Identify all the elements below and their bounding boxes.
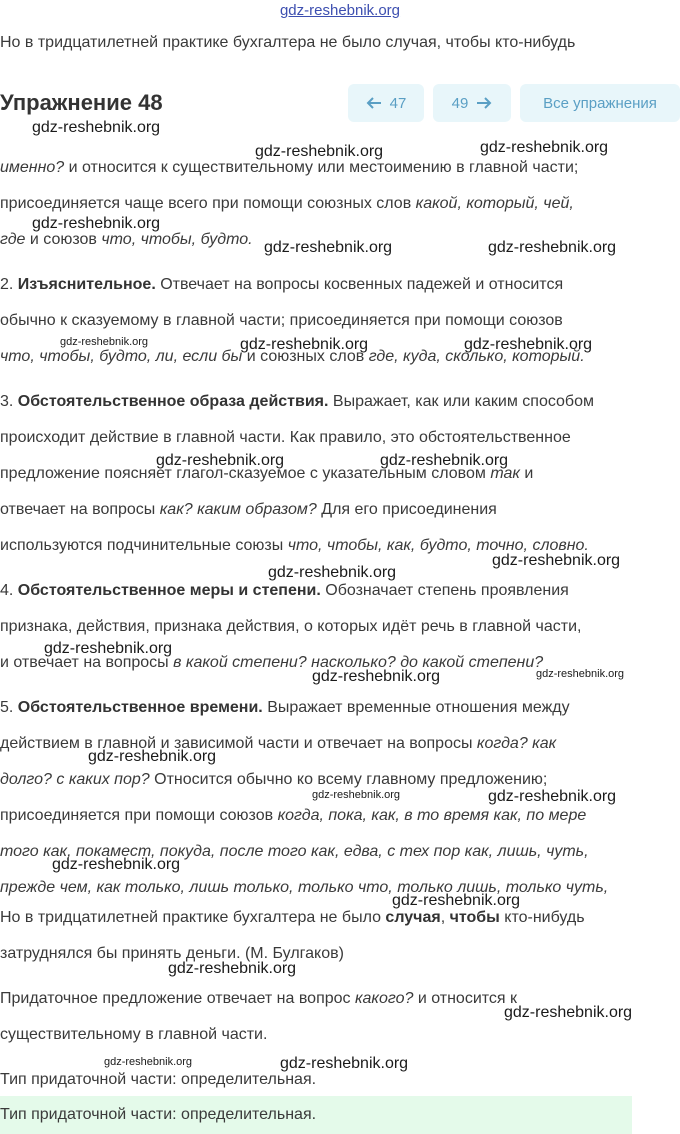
text-line: предложение поясняет глагол-сказуемое с указательным словом так и [0, 465, 534, 482]
top-line: Но в тридцатилетней практике бухгалтера не было случая, чтобы кто-нибудь [0, 34, 576, 51]
watermark: gdz-reshebnik.org [312, 668, 441, 685]
watermark: gdz-reshebnik.org [488, 239, 617, 256]
watermark: gdz-reshebnik.org [52, 856, 181, 873]
text-line: присоединяется при помощи союзов когда, пока, как, в то время как, по мере [0, 807, 587, 824]
text-line: признака, действия, признака действия, о которых идёт речь в главной части, [0, 618, 582, 635]
text-line: что, чтобы, будто, ли, если бы и союзных слов где, куда, сколько, который. [0, 348, 585, 365]
watermark: gdz-reshebnik.org [88, 748, 217, 765]
watermark: gdz-reshebnik.org [536, 668, 625, 680]
text-line: 4. Обстоятельственное меры и степени. Обозначает степень проявления [0, 582, 569, 599]
text-line: и отвечает на вопросы в какой степени? насколько? до какой степени? [0, 654, 544, 671]
text-line: 2. Изъяснительное. Отвечает на вопросы косвенных падежей и относится [0, 276, 564, 293]
text-line: отвечает на вопросы как? каким образом? Для его присоединения [0, 501, 497, 518]
text-line: долго? с каких пор? Относится обычно ко всему главному предложению; [0, 771, 548, 788]
text-line: затруднялся бы принять деньги. (М. Булгаков) [0, 945, 344, 962]
text-line: существительному в главной части. [0, 1026, 268, 1043]
watermark: gdz-reshebnik.org [492, 552, 621, 569]
watermark: gdz-reshebnik.org [44, 640, 173, 657]
all-exercises-button[interactable] [520, 84, 680, 122]
text-line: Но в тридцатилетней практике бухгалтера не было случая, чтобы кто-нибудь [0, 909, 585, 926]
arrow-right-icon [476, 97, 492, 109]
text-line: прежде чем, как только, лишь только, только что, только лишь, только чуть, [0, 879, 609, 896]
arrow-left-icon [366, 97, 382, 109]
all-exercises-label: Все упражнения [543, 94, 657, 112]
watermark: gdz-reshebnik.org [380, 452, 509, 469]
watermark: gdz-reshebnik.org [240, 336, 369, 353]
watermark: gdz-reshebnik.org [104, 1056, 193, 1068]
text-line: того как, покамест, покуда, после того как, едва, с тех пор как, лишь, чуть, [0, 843, 589, 860]
watermark: gdz-reshebnik.org [312, 789, 401, 801]
watermark: gdz-reshebnik.org [32, 119, 161, 136]
watermark: gdz-reshebnik.org [480, 139, 609, 156]
text-line: происходит действие в главной части. Как правило, это обстоятельственное [0, 429, 571, 446]
text-line: именно? и относится к существительному или местоимению в главной части; [0, 159, 579, 176]
text-line: используются подчинительные союзы что, чтобы, как, будто, точно, словно. [0, 537, 589, 554]
watermark: gdz-reshebnik.org [488, 788, 617, 805]
watermark: gdz-reshebnik.org [280, 1055, 409, 1072]
text-line: присоединяется чаще всего при помощи союзных слов какой, который, чей, [0, 195, 574, 212]
watermark: gdz-reshebnik.org [156, 452, 285, 469]
watermark: gdz-reshebnik.org [168, 960, 297, 977]
text-line: Тип придаточной части: определительная. [0, 1071, 317, 1088]
prev-exercise-button[interactable] [348, 84, 424, 122]
prev-label: 47 [389, 94, 407, 112]
next-label: 49 [451, 94, 469, 112]
watermark: gdz-reshebnik.org [464, 336, 593, 353]
watermark: gdz-reshebnik.org [504, 1004, 633, 1021]
text-line: где и союзов что, чтобы, будто. [0, 231, 253, 248]
page-title: Упражнение 48 [0, 90, 163, 115]
text-line: Придаточное предложение отвечает на вопрос какого? и относится к [0, 990, 518, 1007]
watermark: gdz-reshebnik.org [60, 336, 149, 348]
watermark: gdz-reshebnik.org [32, 215, 161, 232]
watermark: gdz-reshebnik.org [268, 564, 397, 581]
text-line: 3. Обстоятельственное образа действия. Выражает, как или каким способом [0, 393, 594, 410]
watermark: gdz-reshebnik.org [392, 892, 521, 909]
text-line: действием в главной и зависимой части и отвечает на вопросы когда? как [0, 735, 557, 752]
next-exercise-button[interactable] [433, 84, 511, 122]
site-link[interactable]: gdz-reshebnik.org [279, 2, 401, 19]
watermark: gdz-reshebnik.org [264, 239, 393, 256]
answer-text: Тип придаточной части: определительная. [0, 1106, 317, 1123]
text-line: обычно к сказуемому в главной части; присоединяется при помощи союзов [0, 312, 563, 329]
text-line: 5. Обстоятельственное времени. Выражает временные отношения между [0, 699, 570, 716]
watermark: gdz-reshebnik.org [255, 143, 384, 160]
